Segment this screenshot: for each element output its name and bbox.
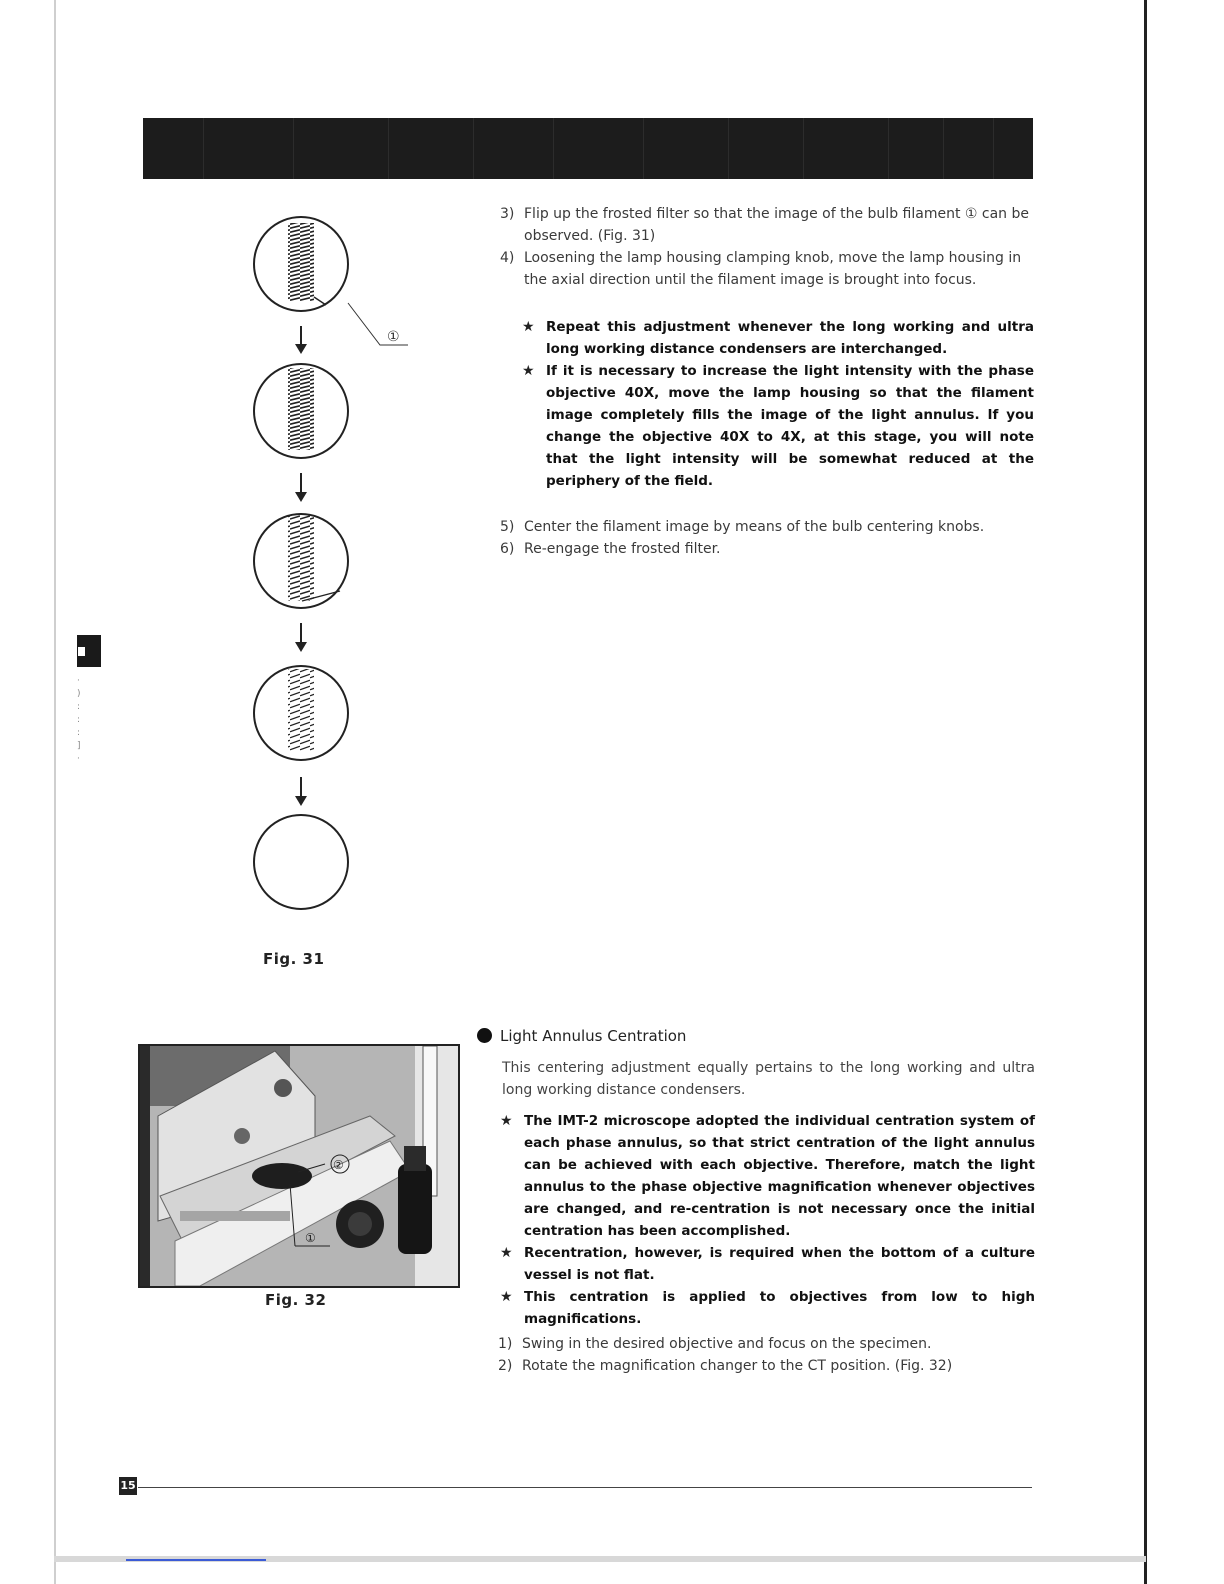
header-bar bbox=[143, 118, 1033, 179]
note-repeat-adjustment: ★ Repeat this adjustment whenever the long working and ultra long working distance condensers are interchanged. bbox=[522, 319, 1034, 357]
section-number-marker bbox=[477, 1028, 492, 1043]
footer-rule bbox=[138, 1487, 1032, 1488]
notes-bottom bbox=[500, 1110, 1035, 1330]
section-title: Light Annulus Centration bbox=[500, 1027, 687, 1045]
note-individual-centration: ★ The IMT-2 microscope adopted the individual centration system of each phase annulus, so that strict centration of the light annulus can be achieved with each objective. Therefore, match the light annulus to the phase objective magnification whenever objectives are changed, and re-centration is not necessary once the initial centration has been accomplished. bbox=[500, 1113, 1035, 1239]
note-recentration: ★ Recentration, however, is required when the bottom of a culture vessel is not flat. bbox=[500, 1245, 1035, 1283]
down-arrow-4 bbox=[295, 777, 307, 806]
fig32-illustration bbox=[140, 1046, 458, 1286]
scan-bottom-accent bbox=[126, 1559, 266, 1561]
fig31-caption: Fig. 31 bbox=[263, 950, 325, 968]
step-4: 4) Loosening the lamp housing clamping knob, move the lamp housing in the axial direction until the filament image is brought into focus. bbox=[500, 250, 1022, 288]
steps-bottom bbox=[498, 1333, 1035, 1377]
section-heading bbox=[477, 1027, 686, 1045]
steps-mid bbox=[500, 516, 1035, 560]
note-objective-order: ★ This centration is applied to objectives from low to high magnifications. bbox=[500, 1289, 1035, 1327]
steps-top bbox=[500, 203, 1035, 291]
note-light-intensity: ★ If it is necessary to increase the light intensity with the phase objective 40X, move the lamp housing so that the filament image completely fills the image of the light annulus. If you change the objective 40X to 4X, at this stage, you will note that the light intensity will be somewhat reduced at the periphery of the field. bbox=[522, 363, 1034, 489]
step-3: 3) Flip up the frosted filter so that the image of the bulb filament ① can be observed. (Fig. 31) bbox=[500, 206, 1029, 244]
section-edge-tab bbox=[77, 635, 101, 667]
edge-marks: · ) : : : ] · bbox=[77, 676, 81, 764]
filament-circle-5 bbox=[254, 815, 348, 909]
step-2: 2) Rotate the magnification changer to the CT position. (Fig. 32) bbox=[498, 1358, 953, 1374]
filament-circle-1 bbox=[254, 217, 348, 311]
filament-circle-2 bbox=[254, 364, 348, 458]
page-edge-left bbox=[54, 0, 56, 1584]
section-intro: This centering adjustment equally pertains to the long working and ultra long working distance condensers. bbox=[502, 1060, 1035, 1098]
fig32-callout-2: ② bbox=[333, 1158, 344, 1172]
fig32-photo bbox=[138, 1044, 460, 1288]
callout-leader bbox=[348, 303, 408, 345]
down-arrow-1 bbox=[295, 326, 307, 354]
page-edge-right bbox=[1144, 0, 1147, 1584]
fig32-caption: Fig. 32 bbox=[265, 1291, 327, 1309]
notes-top bbox=[522, 316, 1034, 492]
fig32-callout-1: ① bbox=[305, 1231, 316, 1245]
fig31-callout: ① bbox=[387, 329, 400, 345]
page-number: 15 bbox=[119, 1477, 137, 1495]
step-6: 6) Re-engage the frosted filter. bbox=[500, 541, 721, 557]
filament-circle-3 bbox=[254, 514, 348, 608]
fig31-diagram bbox=[230, 205, 430, 915]
step-1: 1) Swing in the desired objective and focus on the specimen. bbox=[498, 1336, 932, 1352]
down-arrow-3 bbox=[295, 623, 307, 652]
step-5: 5) Center the filament image by means of the bulb centering knobs. bbox=[500, 519, 985, 535]
down-arrow-2 bbox=[295, 473, 307, 502]
filament-circle-4 bbox=[254, 666, 348, 760]
